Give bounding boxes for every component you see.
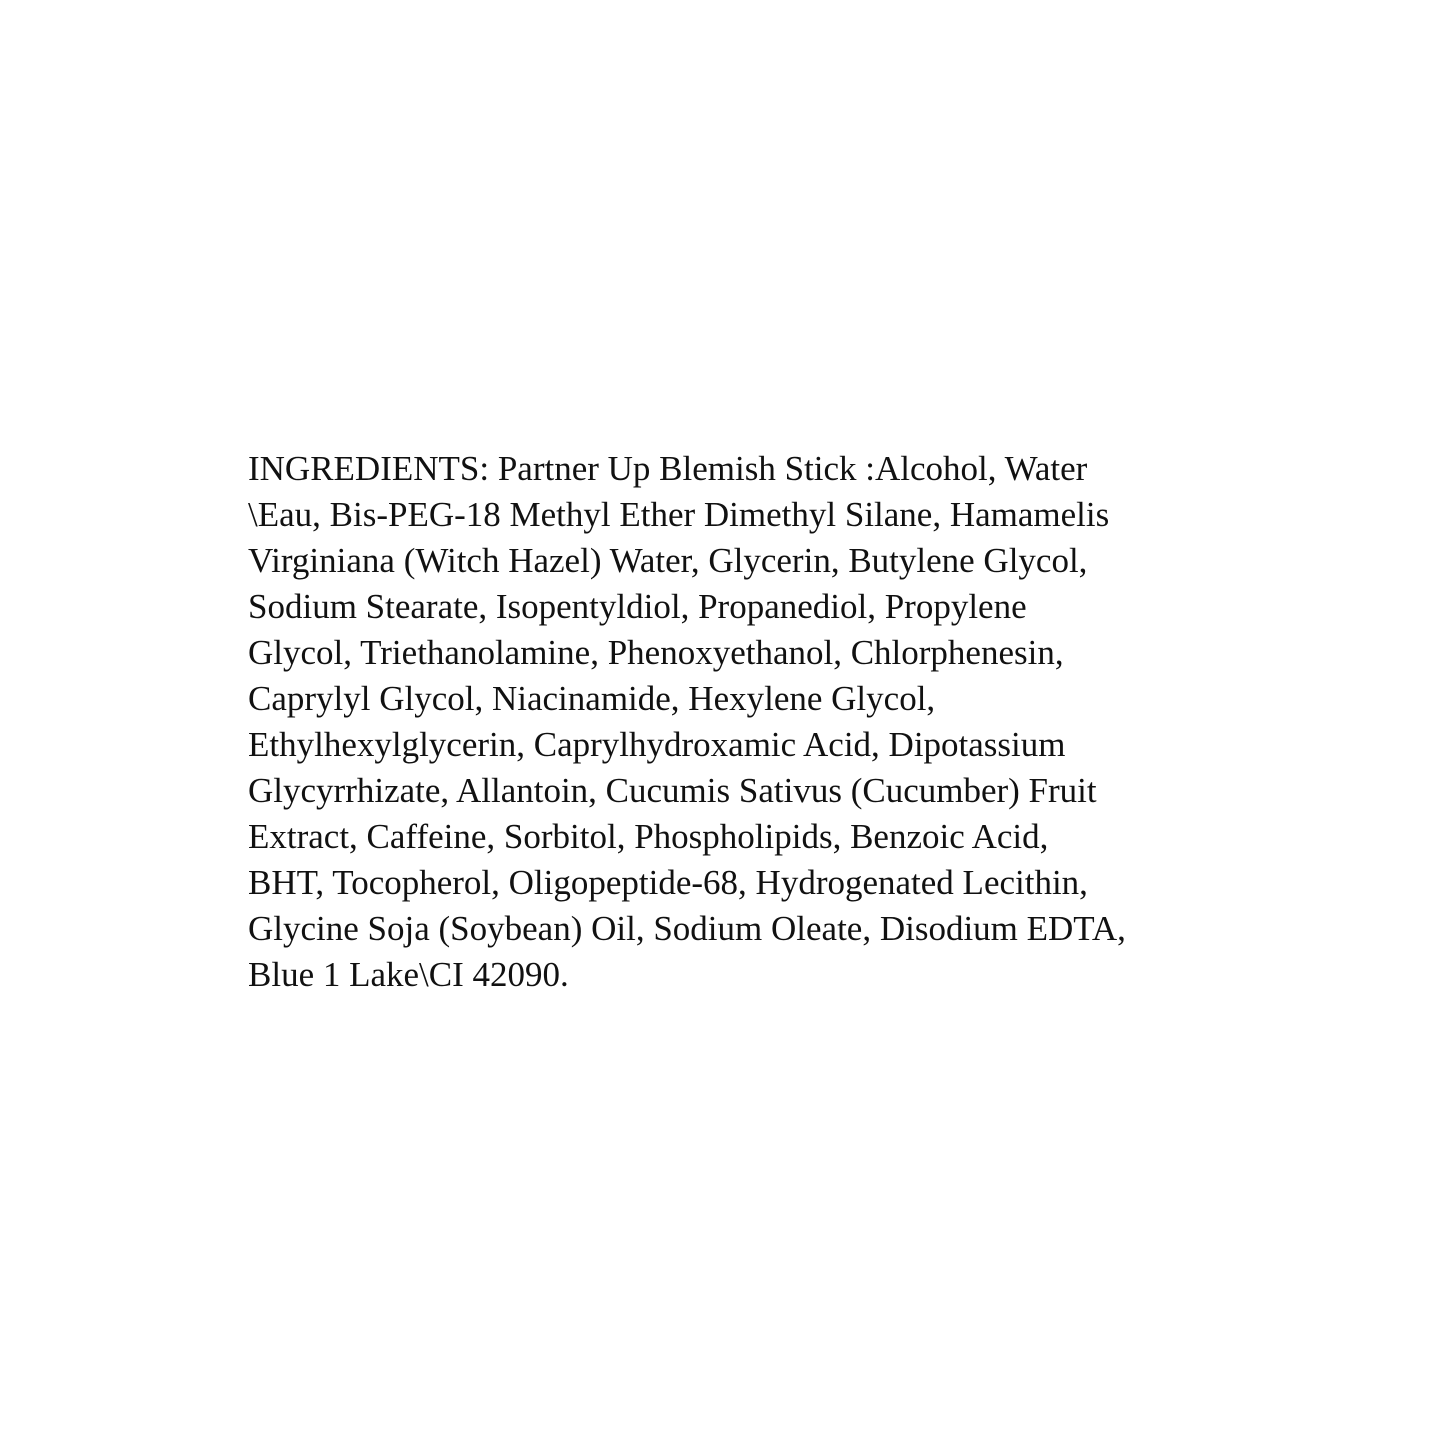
ingredients-line: INGREDIENTS: Partner Up Blemish Stick :Alcohol, Water bbox=[248, 449, 1088, 488]
ingredients-text bbox=[248, 446, 1228, 998]
ingredients-line: Glycyrrhizate, Allantoin, Cucumis Sativus (Cucumber) Fruit bbox=[248, 771, 1097, 810]
ingredients-line: Blue 1 Lake\CI 42090. bbox=[248, 955, 569, 994]
ingredients-line: \Eau, Bis-PEG-18 Methyl Ether Dimethyl Silane, Hamamelis bbox=[248, 495, 1110, 534]
ingredients-line: Extract, Caffeine, Sorbitol, Phospholipids, Benzoic Acid, bbox=[248, 817, 1049, 856]
ingredients-line: Sodium Stearate, Isopentyldiol, Propanediol, Propylene bbox=[248, 587, 1027, 626]
ingredients-line: Glycol, Triethanolamine, Phenoxyethanol, Chlorphenesin, bbox=[248, 633, 1064, 672]
ingredients-line: Glycine Soja (Soybean) Oil, Sodium Oleate, Disodium EDTA, bbox=[248, 909, 1126, 948]
ingredients-line: Ethylhexylglycerin, Caprylhydroxamic Acid, Dipotassium bbox=[248, 725, 1066, 764]
ingredients-line: Virginiana (Witch Hazel) Water, Glycerin, Butylene Glycol, bbox=[248, 541, 1088, 580]
ingredients-line: BHT, Tocopherol, Oligopeptide-68, Hydrogenated Lecithin, bbox=[248, 863, 1088, 902]
ingredients-line: Caprylyl Glycol, Niacinamide, Hexylene Glycol, bbox=[248, 679, 936, 718]
